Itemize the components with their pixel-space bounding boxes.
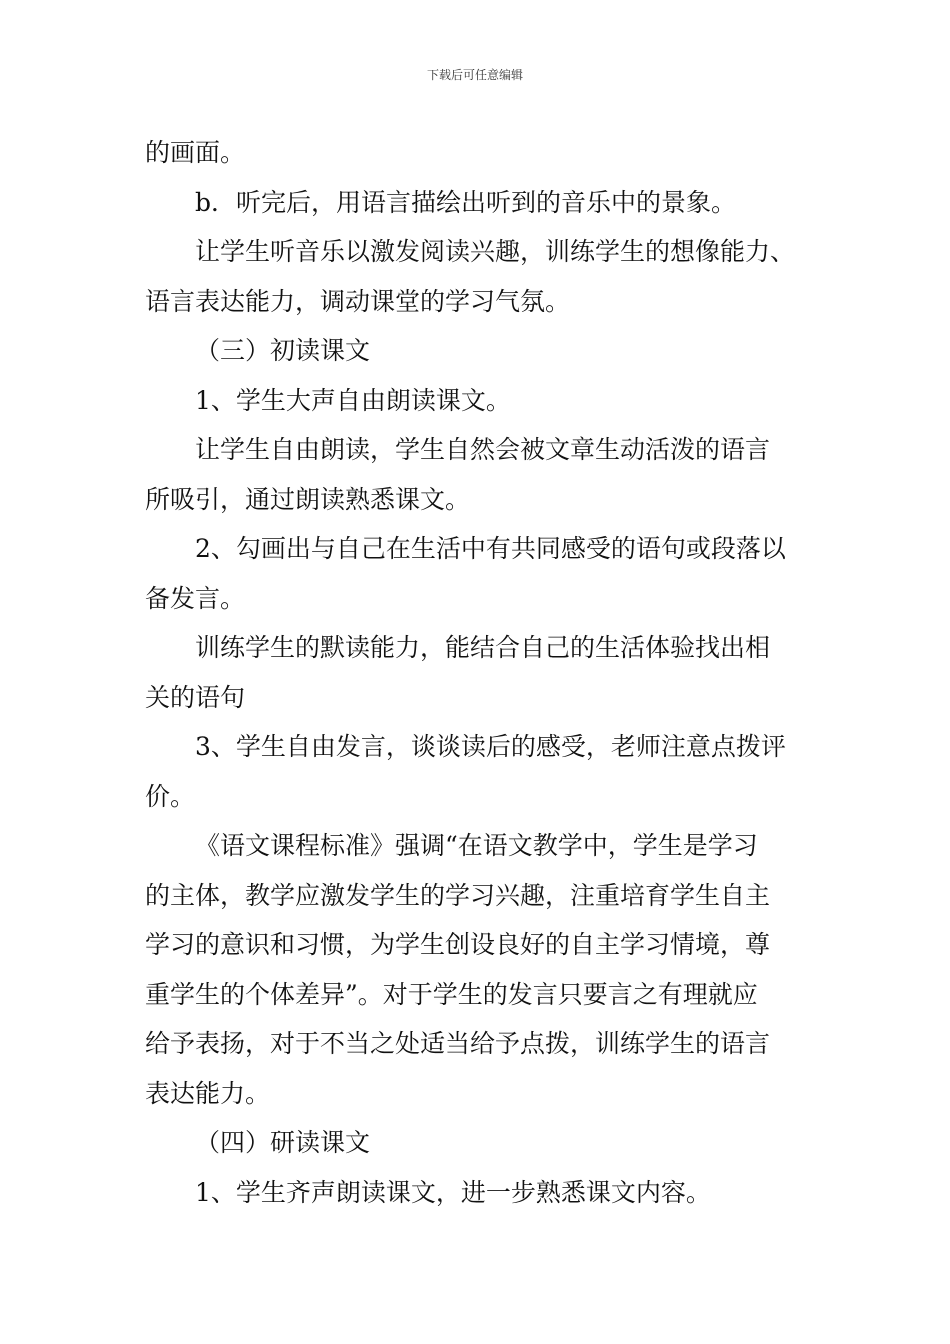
text-line: 训练学生的默读能力，能结合自己的生活体验找出相 xyxy=(195,633,771,662)
text-line: 1、学生齐声朗读课文，进一步熟悉课文内容。 xyxy=(195,1177,711,1207)
text-line: 3、学生自由发言，谈谈读后的感受，老师注意点拨评 xyxy=(195,732,786,761)
text-line: 《语文课程标准》强调“在语文教学中，学生是学习 xyxy=(195,831,758,860)
text-line: 1、学生大声自由朗读课文。 xyxy=(195,385,511,415)
text-line: 价。 xyxy=(145,781,196,811)
text-line: 备发言。 xyxy=(145,583,246,613)
text-line: 重学生的个体差异”。对于学生的发言只要言之有理就应 xyxy=(145,979,758,1009)
text-line: 给予表扬，对于不当之处适当给予点拨，训练学生的语言 xyxy=(145,1029,771,1058)
text-line: 2、勾画出与自己在生活中有共同感受的语句或段落以 xyxy=(195,534,786,563)
text-line: 所吸引，通过朗读熟悉课文。 xyxy=(145,484,471,514)
text-line: 关的语句 xyxy=(145,682,246,712)
document-body xyxy=(145,128,815,1217)
section-heading: （四）研读课文 xyxy=(195,1128,371,1157)
text-line: 让学生听音乐以激发阅读兴趣，训练学生的想像能力、 xyxy=(195,237,796,266)
text-line: 表达能力。 xyxy=(145,1078,271,1108)
text-line: b．听完后，用语言描绘出听到的音乐中的景象。 xyxy=(195,187,737,217)
page-header: 下载后可任意编辑 xyxy=(426,68,523,82)
text-line: 让学生自由朗读，学生自然会被文章生动活泼的语言 xyxy=(195,435,771,464)
text-line: 学习的意识和习惯，为学生创设良好的自主学习情境，尊 xyxy=(145,930,771,959)
text-line: 语言表达能力，调动课堂的学习气氛。 xyxy=(145,286,571,316)
text-line: 的画面。 xyxy=(145,138,246,167)
section-heading: （三）初读课文 xyxy=(195,336,371,365)
text-line: 的主体，教学应激发学生的学习兴趣，注重培育学生自主 xyxy=(145,880,771,910)
